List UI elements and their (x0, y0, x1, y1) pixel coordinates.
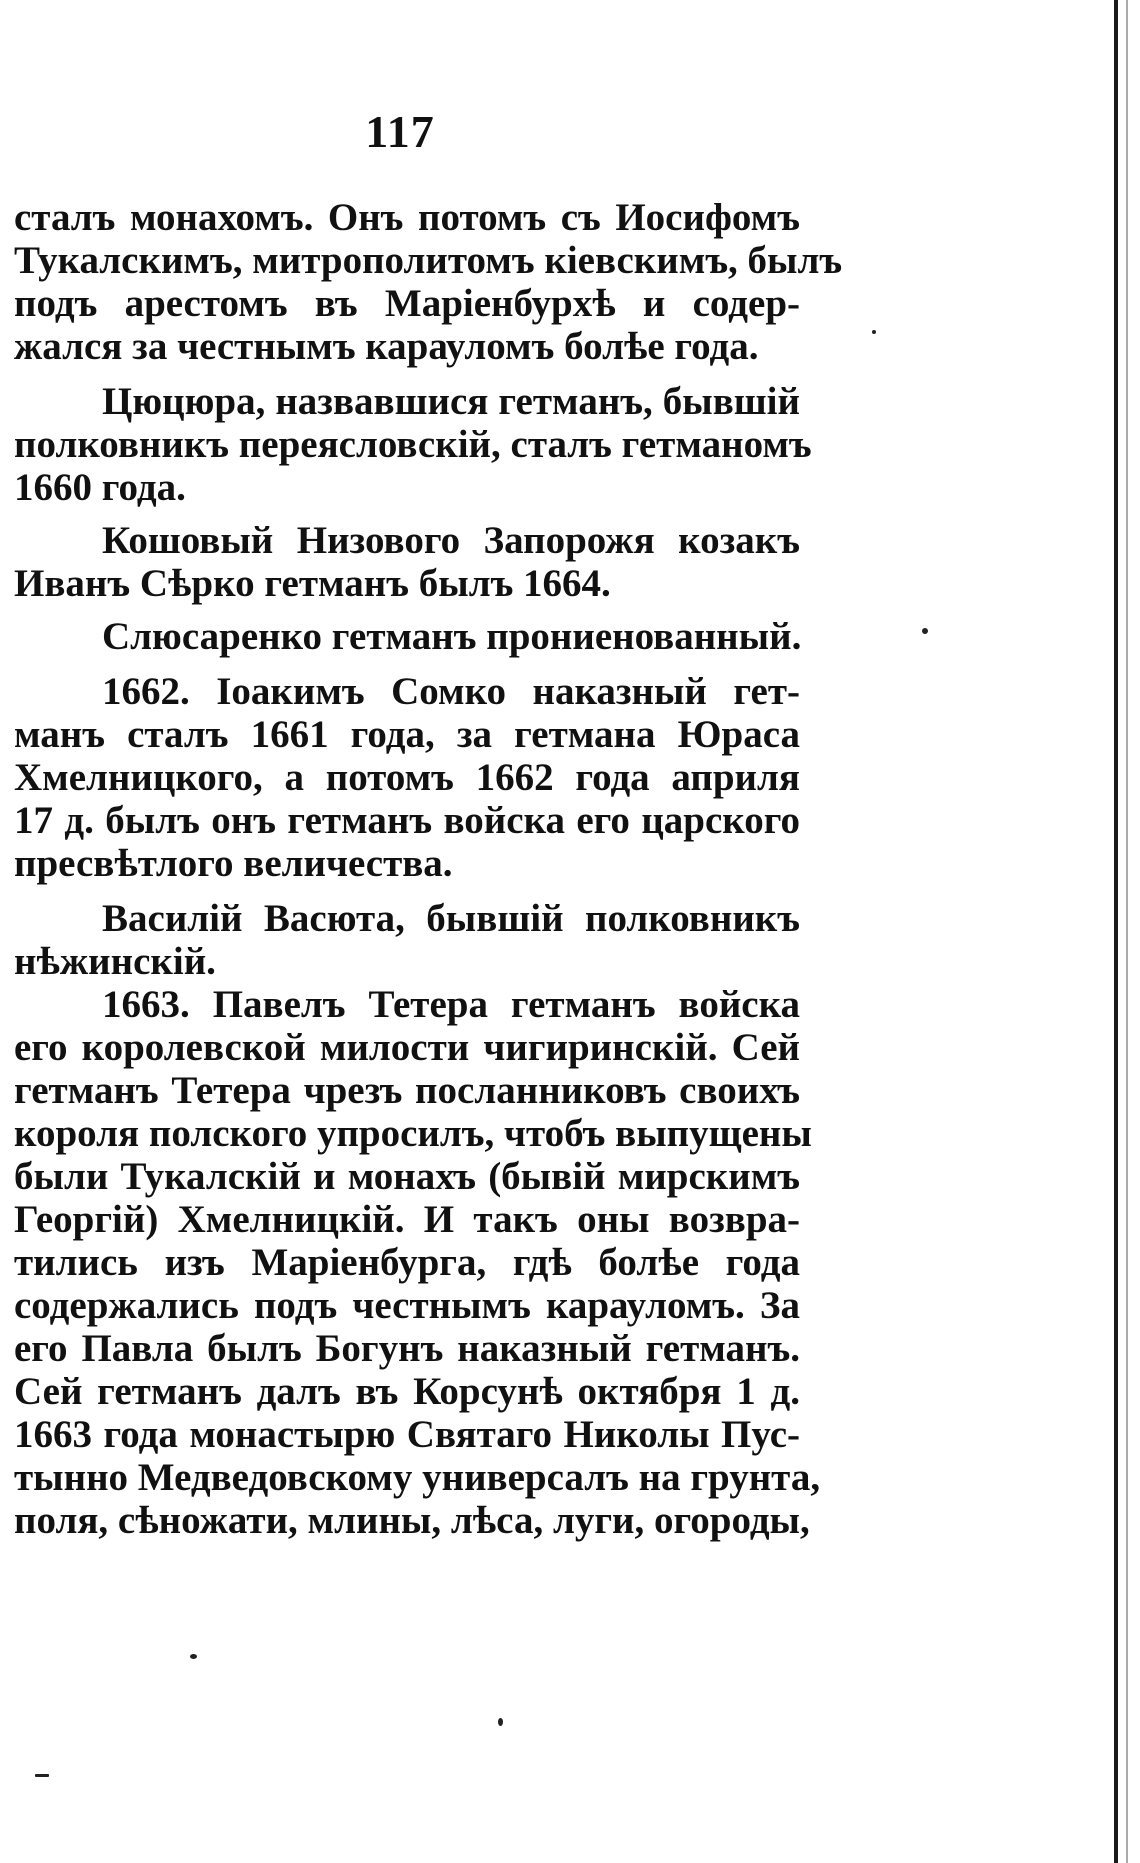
text-line: жался за честнымъ карауломъ болѣе года. (14, 325, 759, 368)
text-line: 1663. Павелъ Тетера гетманъ войска (102, 983, 800, 1026)
body-text (14, 196, 843, 1542)
text-line: 17 д. былъ онъ гетманъ войска его царского (14, 799, 800, 842)
paragraph (14, 670, 800, 885)
text-line: Тукалскимъ, митрополитомъ кіевскимъ, былъ (14, 239, 843, 282)
text-line: тились изъ Маріенбурга, гдѣ болѣе года (14, 1241, 800, 1284)
text-line: Цюцюра, назвавшися гетманъ, бывшій (102, 380, 800, 423)
paragraph (14, 897, 800, 983)
text-line: нѣжинскій. (14, 940, 216, 983)
text-line: тынно Медведовскому универсалъ на грунта, (14, 1456, 821, 1499)
text-line: содержались подъ честнымъ карауломъ. За (14, 1284, 800, 1327)
paragraph (14, 519, 800, 605)
text-line: пресвѣтлого величества. (14, 842, 453, 885)
text-line: Кошовый Низового Запорожя козакъ (102, 519, 800, 562)
text-line: поля, сѣножати, млины, лѣса, луги, огороды, (14, 1499, 810, 1542)
text-line: Слюсаренко гетманъ прониенованный. (102, 615, 802, 658)
text-line: Георгій) Хмелницкій. И такъ оны возвра- (14, 1198, 800, 1241)
text-line: 1663 года монастырю Святаго Николы Пус- (14, 1413, 800, 1456)
text-line: полковникъ переясловскій, сталъ гетманомъ (14, 423, 812, 466)
paragraph (14, 380, 812, 509)
page-number: 117 (365, 106, 435, 157)
text-line: были Тукалскій и монахъ (бывій мирскимъ (14, 1155, 800, 1198)
text-line: его королевской милости чигиринскій. Сей (14, 1026, 800, 1069)
text-line: гетманъ Тетера чрезъ посланниковъ своихъ (14, 1069, 800, 1112)
text-line: Василій Васюта, бывшій полковникъ (102, 897, 800, 940)
scan-speck (872, 330, 876, 334)
text-line: 1660 года. (14, 466, 186, 509)
text-line: короля полского упросилъ, чтобъ выпущены (14, 1112, 812, 1155)
page-edge-shadow (1114, 0, 1118, 1863)
scan-speck (922, 628, 928, 634)
page-edge-shadow-faint (1126, 0, 1128, 1863)
scan-speck (35, 1774, 49, 1777)
text-line: манъ сталъ 1661 года, за гетмана Юраса (14, 713, 800, 756)
paragraph (14, 615, 800, 658)
scan-speck (190, 1654, 197, 1659)
text-line: Хмелницкого, а потомъ 1662 года априля (14, 756, 800, 799)
text-line: Иванъ Сѣрко гетманъ былъ 1664. (14, 562, 611, 605)
text-line: 1662. Іоакимъ Сомко наказный гет- (102, 670, 800, 713)
text-line: Сей гетманъ далъ въ Корсунѣ октября 1 д. (14, 1370, 800, 1413)
scan-speck (498, 1718, 503, 1726)
text-line: подъ арестомъ въ Маріенбурхѣ и содер- (14, 282, 800, 325)
paragraph (14, 983, 821, 1542)
text-line: сталъ монахомъ. Онъ потомъ съ Иосифомъ (14, 196, 800, 239)
text-line: его Павла былъ Богунъ наказный гетманъ. (14, 1327, 800, 1370)
paragraph (14, 196, 843, 368)
